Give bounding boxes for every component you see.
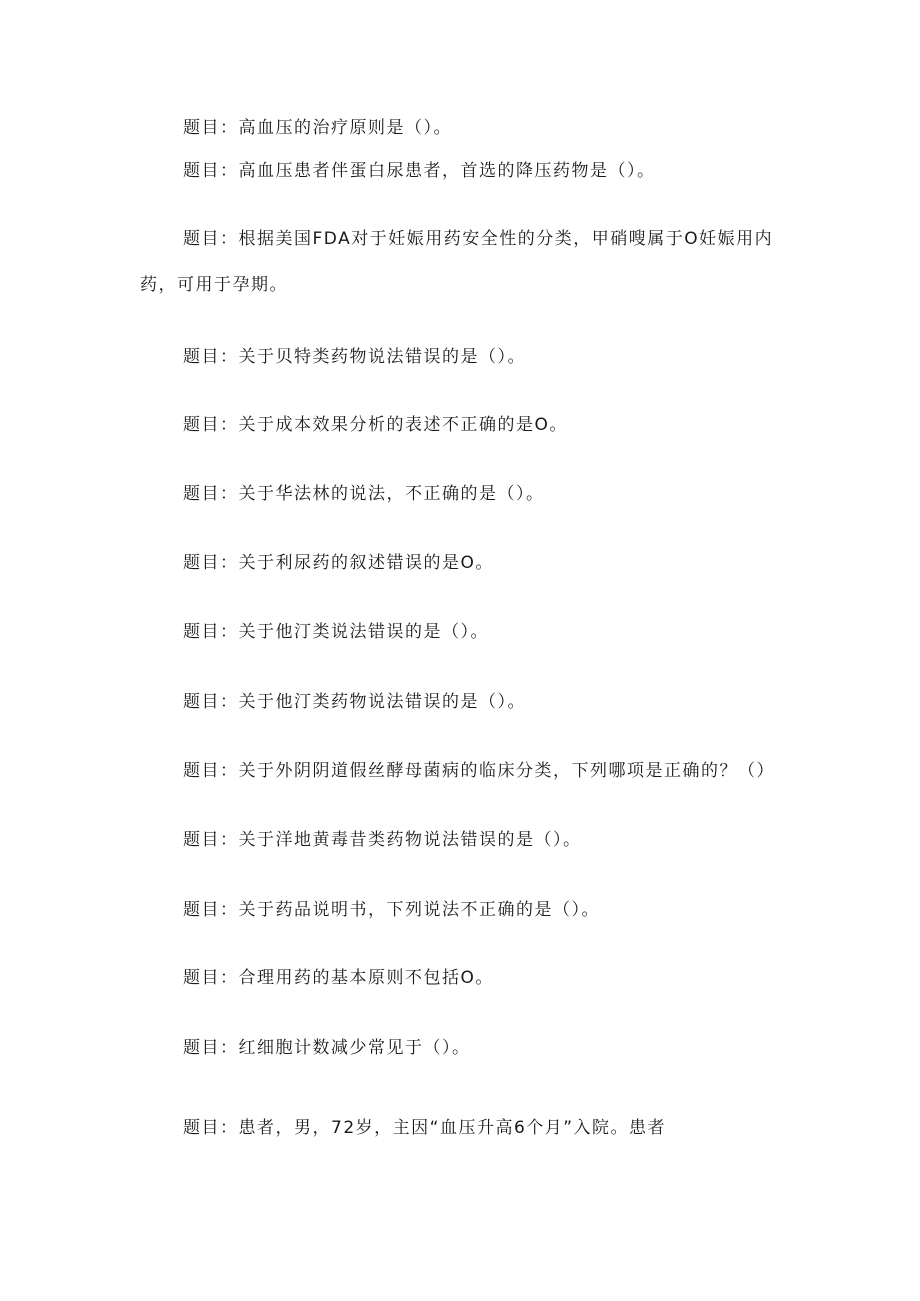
question-line: 题目：合理用药的基本原则不包括O。 (183, 968, 494, 988)
question-line: 题目：关于贝特类药物说法错误的是（）。 (183, 347, 526, 367)
question-line: 题目：关于药品说明书，下列说法不正确的是（）。 (183, 900, 600, 920)
question-line: 题目：关于利尿药的叙述错误的是O。 (183, 553, 494, 573)
question-line: 题目：关于外阴阴道假丝酵母菌病的临床分类，下列哪项是正确的？（） (183, 761, 775, 781)
question-line: 题目：患者，男，72岁，主因“血压升高6个月”入院。患者 (183, 1118, 667, 1138)
question-line: 题目：根据美国FDA对于妊娠用药安全性的分类，甲硝嗖属于O妊娠用内 (183, 229, 774, 249)
question-line: 题目：关于他汀类说法错误的是（）。 (183, 622, 489, 642)
question-line: 题目：高血压的治疗原则是（）。 (183, 118, 452, 138)
question-line: 题目：关于洋地黄毒昔类药物说法错误的是（）。 (183, 830, 582, 850)
question-line: 题目：高血压患者伴蛋白尿患者，首选的降压药物是（）。 (183, 161, 656, 181)
question-line-continuation: 药，可用于孕期。 (140, 275, 288, 295)
question-line: 题目：关于华法林的说法，不正确的是（）。 (183, 484, 545, 504)
question-line: 题目：关于成本效果分析的表述不正确的是O。 (183, 415, 568, 435)
question-line: 题目：红细胞计数减少常见于（）。 (183, 1038, 471, 1058)
question-line: 题目：关于他汀类药物说法错误的是（）。 (183, 692, 526, 712)
